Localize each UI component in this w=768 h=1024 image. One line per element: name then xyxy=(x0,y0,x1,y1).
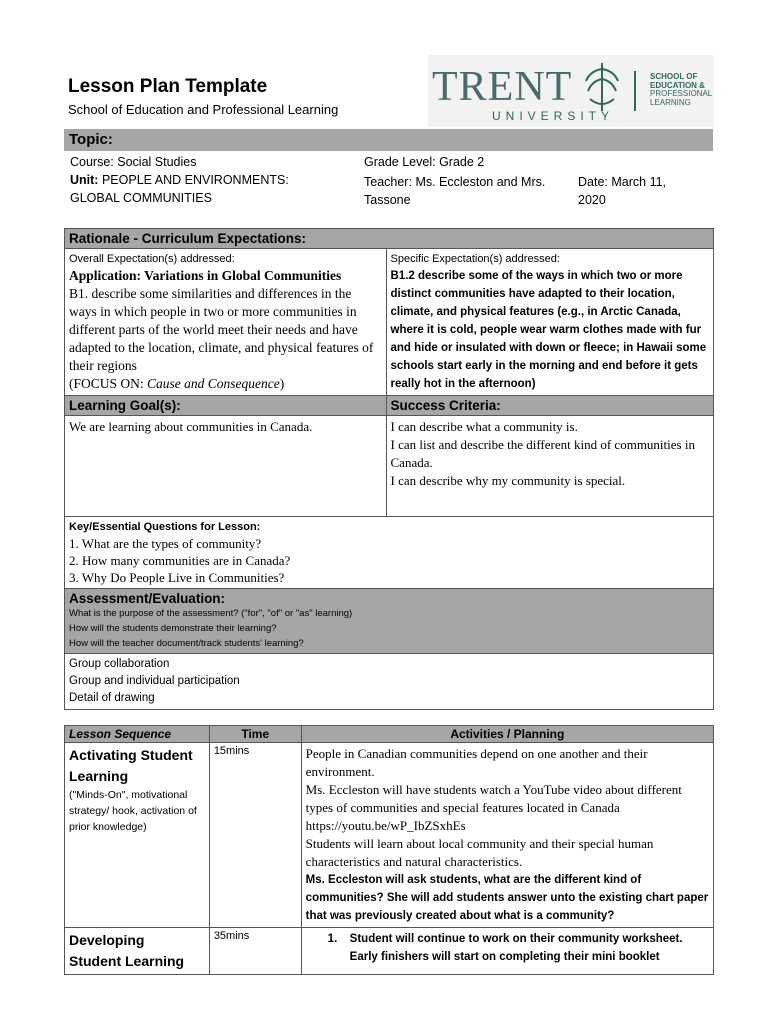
date-line-2: 2020 xyxy=(578,193,606,207)
teacher-line-2: Tassone xyxy=(364,193,411,207)
assessment-answer: Group collaboration xyxy=(69,658,170,670)
activity-paragraph: Ms. Eccleston will have students watch a YouTube video about different types of communities and special features located in Canada https://youtu.be/wP_IbZSxhEs xyxy=(305,782,682,833)
developing-phase-title-2: Student Learning xyxy=(69,953,185,969)
time-header: Time xyxy=(209,726,301,743)
assessment-prompt: What is the purpose of the assessment? ("for", "of" or "as" learning) xyxy=(69,608,353,619)
developing-activities xyxy=(301,928,713,975)
activating-phase-title-2: Learning xyxy=(69,768,129,784)
question-item: 2. How many communities are in Canada? xyxy=(69,553,291,568)
developing-list-item: 1. Student will continue to work on their community worksheet. Early finishers will start on completing their mini booklet xyxy=(327,933,683,963)
specific-expectations-cell xyxy=(386,249,714,396)
success-criterion: I can describe what a community is. xyxy=(390,419,578,434)
specific-text: B1.2 describe some of the ways in which two or more distinct communities have adapted to their location, climate, and physical features (e.g., in Arctic Canada, where it is cold, people wear warm clothes made with fur and hide or insulated with down or fleece; in Hawaii some schools start early in the morning and end before it gets really hot in the afternoon) xyxy=(390,270,707,390)
success-criteria-cell xyxy=(386,416,714,517)
developing-time: 35mins xyxy=(209,928,301,975)
activating-activities xyxy=(301,743,713,928)
key-questions-heading: Key/Essential Questions for Lesson: xyxy=(69,521,261,533)
success-criterion: I can list and describe the different kind of communities in Canada. xyxy=(390,437,695,470)
page-subtitle: School of Education and Professional Learning xyxy=(68,102,339,117)
activities-header: Activities / Planning xyxy=(301,726,713,743)
logo-wordmark: TRENT xyxy=(432,64,573,110)
activity-paragraph: Students will learn about local community and their special human characteristics and natural characteristics. xyxy=(305,836,654,869)
course-line: Course: Social Studies xyxy=(70,155,197,169)
question-item: 1. What are the types of community? xyxy=(69,536,262,551)
logo-university-text: UNIVERSITY xyxy=(492,109,615,123)
activity-paragraph: People in Canadian communities depend on one another and their environment. xyxy=(305,746,648,779)
page-title: Lesson Plan Template xyxy=(68,76,268,97)
topic-label: Topic: xyxy=(69,131,113,148)
tree-emblem-icon xyxy=(580,59,624,115)
logo-school-text: SCHOOL OF EDUCATION & PROFESSIONAL LEARNING xyxy=(650,72,713,107)
specific-label: Specific Expectation(s) addressed: xyxy=(390,253,560,265)
lesson-sequence-header: Lesson Sequence xyxy=(65,726,210,743)
activating-phase-cell xyxy=(65,743,210,928)
developing-phase-cell xyxy=(65,928,210,975)
success-criterion: I can describe why my community is special. xyxy=(390,473,626,488)
learning-goal-text: We are learning about communities in Canada. xyxy=(69,419,313,434)
question-item: 3. Why Do People Live in Communities? xyxy=(69,570,285,585)
success-criteria-heading: Success Criteria: xyxy=(386,396,714,416)
teacher-line: Teacher: Ms. Eccleston and Mrs. xyxy=(364,175,546,189)
unit-line: Unit: PEOPLE AND ENVIRONMENTS: xyxy=(70,173,289,187)
curriculum-table xyxy=(64,228,714,710)
overall-label: Overall Expectation(s) addressed: xyxy=(69,253,235,265)
overall-focus: (FOCUS ON: Cause and Consequence) xyxy=(69,376,285,391)
assessment-prompt: How will the teacher document/track students' learning? xyxy=(69,638,304,649)
activating-note: ("Minds-On", motivational strategy/ hook, activation of prior knowledge) xyxy=(69,789,197,833)
assessment-prompt: How will the students demonstrate their learning? xyxy=(69,623,277,634)
overall-text: B1. describe some similarities and differences in the ways in which people in two or more communities in different parts of the world meet their needs and have adapted to the location, climate, and physical features of their regions xyxy=(69,286,374,373)
logo-divider xyxy=(634,71,636,111)
developing-phase-title: Developing xyxy=(69,932,145,948)
topic-bar xyxy=(64,129,713,151)
assessment-heading: Assessment/Evaluation: xyxy=(69,591,226,606)
activating-time: 15mins xyxy=(209,743,301,928)
trent-university-logo xyxy=(428,55,714,127)
activating-phase-title: Activating Student xyxy=(69,747,193,763)
assessment-heading-cell xyxy=(65,589,714,654)
assessment-answer: Detail of drawing xyxy=(69,692,155,704)
assessment-answers-cell xyxy=(65,654,714,710)
overall-expectations-cell xyxy=(65,249,387,396)
assessment-answer: Group and individual participation xyxy=(69,675,240,687)
overall-title: Application: Variations in Global Communities xyxy=(69,268,342,283)
date-line: Date: March 11, xyxy=(578,175,667,189)
rationale-heading: Rationale - Curriculum Expectations: xyxy=(65,229,714,249)
activity-paragraph: Ms. Eccleston will ask students, what are the different kind of communities? She will add students answer unto the existing chart paper that was previously created about what is a community? xyxy=(305,874,709,922)
learning-goal-heading: Learning Goal(s): xyxy=(65,396,387,416)
unit-line-2: GLOBAL COMMUNITIES xyxy=(70,191,212,205)
key-questions-cell xyxy=(65,517,714,589)
lesson-sequence-table xyxy=(64,725,714,975)
grade-line: Grade Level: Grade 2 xyxy=(364,155,485,169)
learning-goal-cell xyxy=(65,416,387,517)
